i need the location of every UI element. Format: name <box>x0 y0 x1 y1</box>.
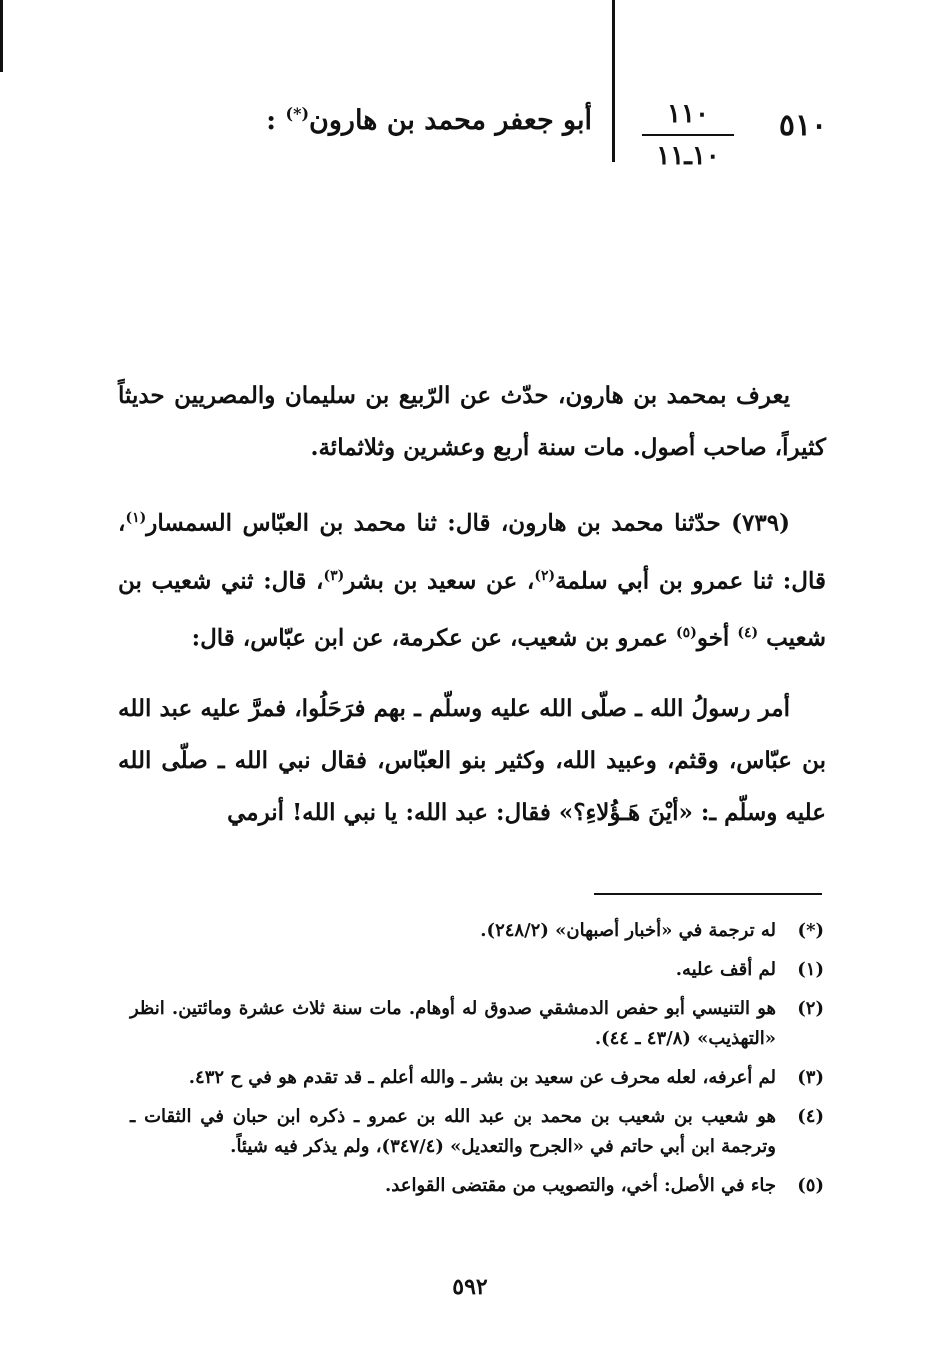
footnote-ref-4: (٤) <box>737 625 759 642</box>
footnote-text: لم أقف عليه. <box>675 959 776 980</box>
chain-part: ، قال: ثني شعيب بن شعيب <box>118 567 826 652</box>
narrator-name-heading <box>200 104 592 136</box>
chain-part: ، عن سعيد بن بشر <box>344 567 535 595</box>
footnotes <box>130 916 824 1210</box>
scan-edge-mark <box>0 0 3 72</box>
hadith-chain-paragraph <box>118 492 826 665</box>
footnote-mark: (٣) <box>797 1067 824 1088</box>
footnote-ref-2: (٢) <box>534 567 556 584</box>
fraction-bar <box>642 134 734 136</box>
footnote <box>130 1063 824 1093</box>
entry-number: ٥١٠ <box>778 108 828 143</box>
chain-part: أخو <box>696 624 738 652</box>
chain-part: عمرو بن شعيب، عن عكرمة، عن ابن عبّاس، قال: <box>191 624 677 652</box>
header-vertical-rule <box>612 0 615 162</box>
biography-paragraph: يعرف بمحمد بن هارون، حدّث عن الرّبيع بن سليمان والمصريين حديثاً كثيراً، صاحب أصول. مات سنة أربع وعشرين وثلاثمائة. <box>118 382 826 461</box>
footnote <box>130 916 824 946</box>
footnote-mark: (٥) <box>797 1175 824 1196</box>
footnote-text: هو التنيسي أبو حفص الدمشقي صدوق له أوهام. مات سنة ثلاث عشرة ومائتين. انظر «التهذيب» (٤٣/٨ ـ ٤٤). <box>130 998 776 1049</box>
footnote <box>130 1171 824 1201</box>
narrator-name: أبو جعفر محمد بن هارون <box>309 105 592 136</box>
footnote <box>130 955 824 985</box>
chain-part: (٧٣٩) حدّثنا محمد بن هارون، قال: ثنا محمد بن العبّاس السمسار <box>146 509 790 537</box>
footnote-ref-3: (٣) <box>323 567 345 584</box>
footnote-ref-5: (٥) <box>676 625 697 642</box>
footnote-text: له ترجمة في «أخبار أصبهان» (٢٤٨/٢). <box>480 920 776 941</box>
narrator-footnote-ref: (*) <box>285 104 310 123</box>
footnote-separator <box>594 893 822 895</box>
footnote-text: لم أعرفه، لعله محرف عن سعيد بن بشر ـ والله أعلم ـ قد تقدم هو في ح ٤٣٢. <box>188 1067 776 1088</box>
footnote <box>130 994 824 1054</box>
footnote-mark: (٤) <box>797 1106 824 1127</box>
heading-colon: : <box>266 105 277 136</box>
chain-part: ، قال: ثنا عمرو بن أبي سلمة <box>118 509 826 595</box>
main-text <box>118 370 826 857</box>
biography-fraction <box>636 96 740 174</box>
fraction-denominator: ١٠ـ١١ <box>656 141 720 171</box>
footnote-mark: (١) <box>797 959 824 980</box>
footnote-mark: (٢) <box>797 998 824 1019</box>
footnote <box>130 1102 824 1162</box>
hadith-text-paragraph: أمر رسولُ الله ـ صلّى الله عليه وسلّم ـ بهم فرَحَلُوا، فمرَّ عليه عبد الله بن عبّاس، وقثم، وعبيد الله، وكثير بنو العبّاس، فقال نبي الله ـ صلّى الله عليه وسلّم ـ: «أيْنَ هَـؤُلاءِ؟» فقال: عبد الله: يا نبي الله! أنرمي <box>118 694 826 826</box>
page-number: ٥٩٢ <box>452 1274 488 1300</box>
footnote-text: جاء في الأصل: أخي، والتصويب من مقتضى القواعد. <box>385 1175 776 1196</box>
footnote-text: هو شعيب بن شعيب بن محمد بن عبد الله بن عمرو ـ ذكره ابن حبان في الثقات ـ وترجمة ابن أبي حاتم في «الجرح والتعديل» (٣٤٧/٤)، ولم يذكر فيه شيئاً. <box>130 1106 776 1157</box>
footnote-ref-1: (١) <box>125 510 147 526</box>
footnote-mark: (*) <box>797 920 824 941</box>
fraction-numerator: ١١٠ <box>667 99 709 129</box>
